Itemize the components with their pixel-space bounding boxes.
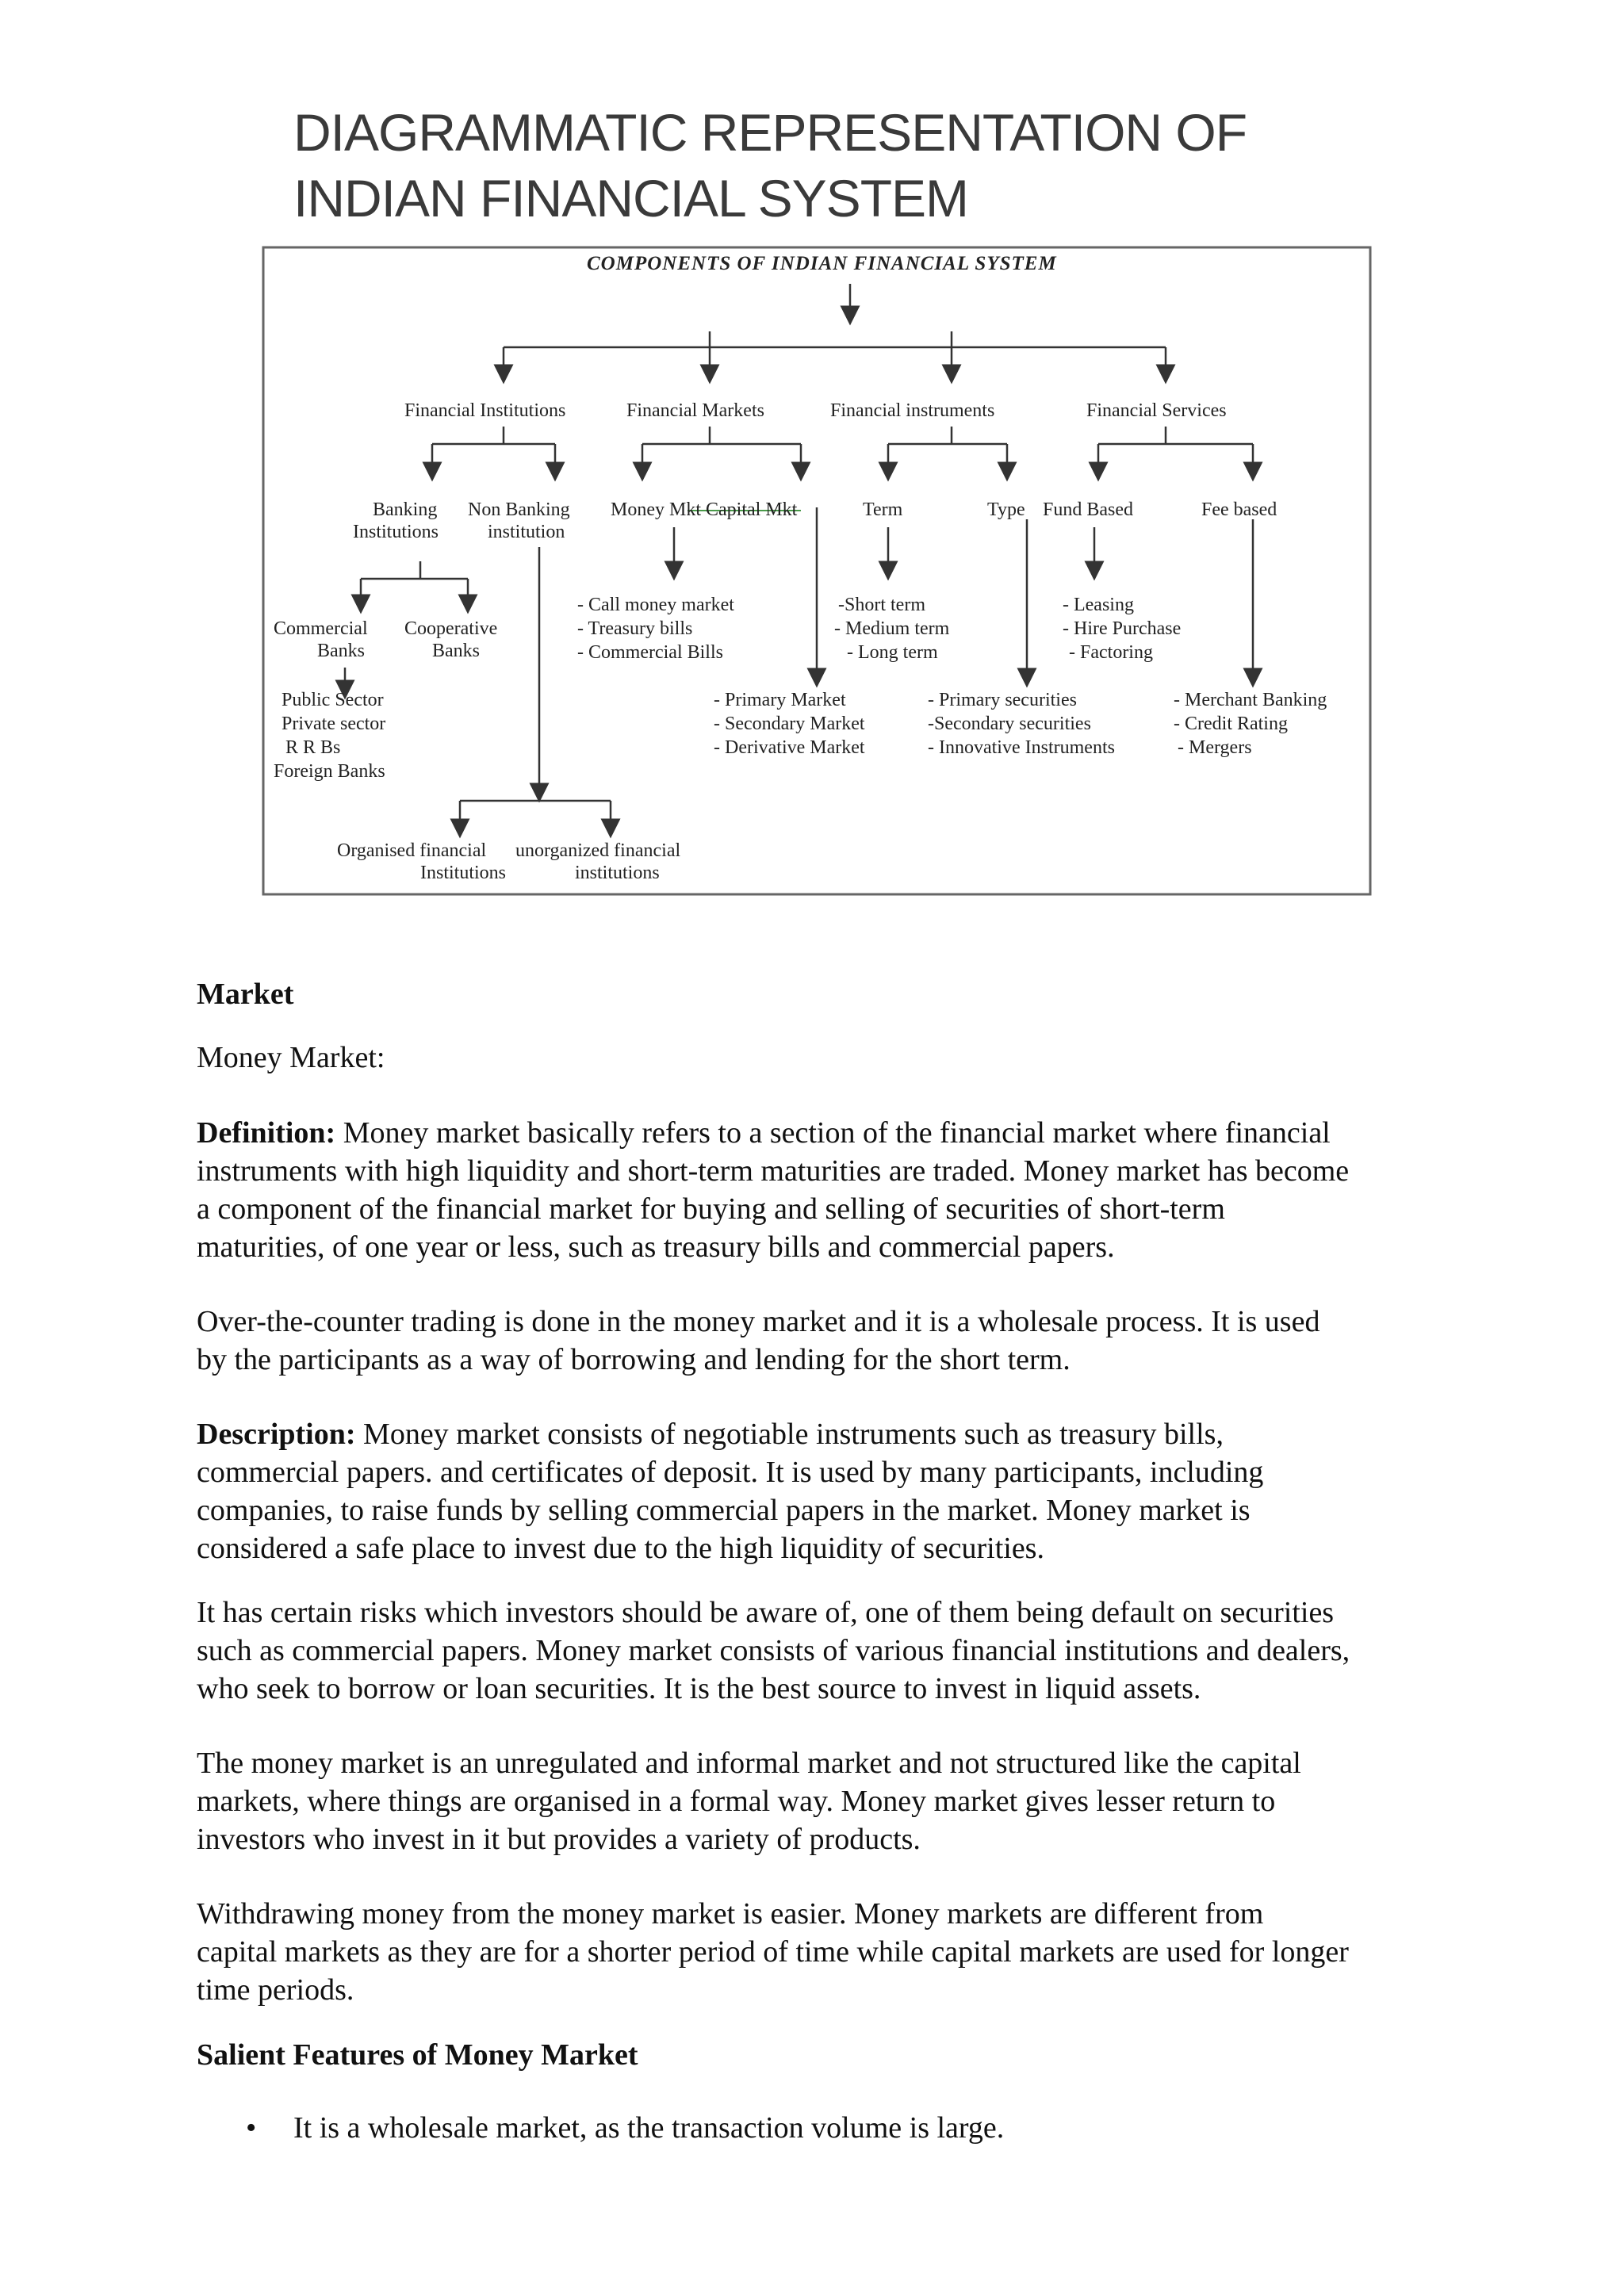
fee-item: - Credit Rating — [1174, 714, 1288, 734]
money-market-item: - Call money market — [577, 595, 734, 615]
page-title — [293, 100, 1247, 232]
risk-line: such as commercial papers. Money market consists of various financial institutions and dealers, — [197, 1634, 1350, 1667]
capital-market-item: - Derivative Market — [714, 737, 865, 758]
unregulated-paragraph — [197, 1744, 1426, 1858]
bank-sector-item: R R Bs — [285, 737, 341, 758]
definition-line: instruments with high liquidity and short-term maturities are traded. Money market has become — [197, 1154, 1350, 1188]
unorganized-label: institutions — [575, 863, 660, 883]
risk-line: who seek to borrow or loan securities. It is the best source to invest in liquid assets. — [197, 1672, 1201, 1705]
cooperative-banks-label: Banks — [432, 641, 480, 661]
fee-based-label: Fee based — [1201, 499, 1277, 520]
description-line: considered a safe place to invest due to the high liquidity of securities. — [197, 1532, 1044, 1565]
description-line: Money market consists of negotiable instruments such as treasury bills, — [355, 1418, 1224, 1451]
level1-label: Financial instruments — [830, 400, 995, 421]
risk-paragraph — [197, 1594, 1426, 1708]
title-line-1: DIAGRAMMATIC REPRESENTATION OF — [293, 103, 1247, 162]
commercial-banks-label: Banks — [317, 641, 365, 661]
otc-line: Over-the-counter trading is done in the money market and it is a wholesale process. It is used — [197, 1305, 1320, 1338]
definition-paragraph — [197, 1114, 1426, 1266]
term-item: - Medium term — [834, 618, 950, 639]
term-item: -Short term — [838, 595, 925, 615]
description-line: companies, to raise funds by selling commercial papers in the market. Money market is — [197, 1494, 1251, 1527]
term-item: - Long term — [847, 642, 938, 663]
withdraw-line: time periods. — [197, 1973, 354, 2007]
level1-label: Financial Services — [1086, 400, 1227, 421]
type-label: Type — [987, 499, 1025, 520]
diagram-heading: COMPONENTS OF INDIAN FINANCIAL SYSTEM — [587, 253, 1057, 274]
definition-label: Definition: — [197, 1116, 336, 1150]
withdraw-line: capital markets as they are for a shorter period of time while capital markets are used for longer — [197, 1935, 1349, 1969]
organised-label: Organised financial — [337, 840, 487, 861]
description-line: commercial papers. and certificates of deposit. It is used by many participants, including — [197, 1456, 1264, 1489]
banking-label: Banking — [373, 499, 438, 520]
unorganized-label: unorganized financial — [515, 840, 681, 861]
money-capital-label: Money Mkt Capital Mkt — [611, 499, 798, 520]
market-heading: Market — [197, 978, 294, 1011]
financial-system-diagram — [262, 246, 1372, 896]
fund-based-label: Fund Based — [1043, 499, 1133, 520]
fee-item: - Merchant Banking — [1174, 690, 1327, 710]
withdraw-line: Withdrawing money from the money market is easier. Money markets are different from — [197, 1897, 1264, 1931]
organised-label: Institutions — [420, 863, 507, 883]
bullet-text: It is a wholesale market, as the transaction volume is large. — [293, 2111, 1005, 2145]
fund-item: - Factoring — [1069, 642, 1153, 663]
cooperative-banks-label: Cooperative — [404, 618, 498, 639]
type-item: - Innovative Instruments — [928, 737, 1115, 758]
fund-item: - Hire Purchase — [1063, 618, 1182, 639]
definition-line: Money market basically refers to a section of the financial market where financial — [335, 1116, 1331, 1150]
level1-label: Financial Markets — [626, 400, 764, 421]
withdraw-paragraph — [197, 1895, 1426, 2009]
bank-sector-item: Foreign Banks — [274, 761, 385, 782]
term-label: Term — [863, 499, 903, 520]
type-item: -Secondary securities — [928, 714, 1091, 734]
capital-market-item: - Secondary Market — [714, 714, 865, 734]
unregulated-line: The money market is an unregulated and informal market and not structured like the capital — [197, 1747, 1301, 1780]
bank-sector-item: Public Sector — [282, 690, 384, 710]
capital-market-item: - Primary Market — [714, 690, 846, 710]
unregulated-line: investors who invest in it but provides a variety of products. — [197, 1823, 921, 1856]
banking-label: Institutions — [353, 522, 439, 542]
unregulated-line: markets, where things are organised in a formal way. Money market gives lesser return to — [197, 1785, 1276, 1818]
non-banking-label: institution — [488, 522, 565, 542]
fund-item: - Leasing — [1063, 595, 1134, 615]
bullet-icon: • — [246, 2111, 257, 2145]
risk-line: It has certain risks which investors should be aware of, one of them being default on securities — [197, 1596, 1335, 1629]
non-banking-label: Non Banking — [468, 499, 570, 520]
fee-item: - Mergers — [1178, 737, 1252, 758]
commercial-banks-label: Commercial — [274, 618, 368, 639]
description-paragraph — [197, 1415, 1426, 1567]
bank-sector-item: Private sector — [282, 714, 386, 734]
otc-line: by the participants as a way of borrowing and lending for the short term. — [197, 1343, 1071, 1376]
otc-paragraph — [197, 1303, 1426, 1379]
type-item: - Primary securities — [928, 690, 1077, 710]
money-market-heading: Money Market: — [197, 1041, 385, 1074]
title-line-2: INDIAN FINANCIAL SYSTEM — [293, 169, 969, 228]
definition-line: a component of the financial market for buying and selling of securities of short-term — [197, 1192, 1225, 1226]
description-label: Description: — [197, 1418, 356, 1451]
money-market-item: - Commercial Bills — [577, 642, 723, 663]
salient-features-heading: Salient Features of Money Market — [197, 2038, 638, 2072]
list-item — [246, 2109, 1004, 2147]
level1-label: Financial Institutions — [404, 400, 566, 421]
definition-line: maturities, of one year or less, such as treasury bills and commercial papers. — [197, 1230, 1115, 1264]
money-market-item: - Treasury bills — [577, 618, 693, 639]
